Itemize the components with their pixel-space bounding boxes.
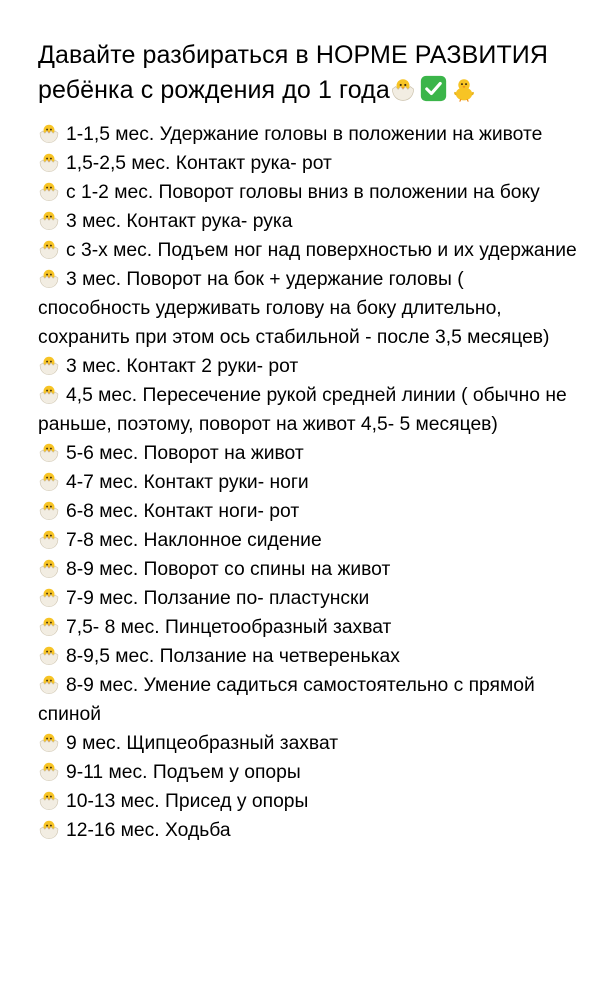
- list-item: [38, 149, 580, 178]
- milestone-text: 10-13 мес. Присед у опоры: [66, 791, 309, 812]
- milestone-text: 3 мес. Поворот на бок + удержание головы ( способность удерживать голову на боку длительно, сохранить при этом ось стабильной - после 3,5 месяцев): [38, 269, 550, 348]
- list-item: [38, 381, 580, 439]
- hatching-chick-icon: [38, 151, 60, 173]
- list-item: [38, 439, 580, 468]
- list-item: [38, 468, 580, 497]
- milestone-text: 9-11 мес. Подъем у опоры: [66, 762, 301, 783]
- hatching-chick-icon: [38, 267, 60, 289]
- title-line-2: ребёнка с рождения до 1 года: [38, 76, 390, 104]
- milestone-text: 8-9 мес. Умение садиться самостоятельно с прямой спиной: [38, 675, 535, 725]
- list-item: [38, 787, 580, 816]
- hatching-chick-icon: [38, 238, 60, 260]
- list-item: [38, 758, 580, 787]
- milestone-text: 3 мес. Контакт рука- рука: [66, 211, 293, 232]
- hatching-chick-icon: [38, 760, 60, 782]
- hatching-chick-icon: [38, 528, 60, 550]
- baby-chick-icon: [451, 76, 477, 102]
- milestone-text: 12-16 мес. Ходьба: [66, 820, 231, 841]
- hatching-chick-icon: [38, 789, 60, 811]
- hatching-chick-icon: [38, 644, 60, 666]
- hatching-chick-icon: [38, 615, 60, 637]
- hatching-chick-icon: [38, 499, 60, 521]
- list-item: [38, 120, 580, 149]
- hatching-chick-icon: [38, 441, 60, 463]
- hatching-chick-icon: [38, 122, 60, 144]
- hatching-chick-icon: [38, 818, 60, 840]
- list-item: [38, 816, 580, 845]
- milestone-text: 5-6 мес. Поворот на живот: [66, 443, 304, 464]
- milestone-list: [38, 120, 580, 845]
- milestone-text: 7,5- 8 мес. Пинцетообразный захват: [66, 617, 392, 638]
- list-item: [38, 584, 580, 613]
- list-item: [38, 671, 580, 729]
- list-item: [38, 236, 580, 265]
- hatching-chick-icon: [38, 209, 60, 231]
- list-item: [38, 642, 580, 671]
- check-mark-button-icon: [420, 75, 447, 102]
- title-line-1: Давайте разбираться в НОРМЕ РАЗВИТИЯ: [38, 41, 549, 69]
- hatching-chick-icon: [38, 383, 60, 405]
- milestone-text: 4-7 мес. Контакт руки- ноги: [66, 472, 309, 493]
- list-item: [38, 178, 580, 207]
- milestone-text: с 3-х мес. Подъем ног над поверхностью и их удержание: [66, 240, 577, 261]
- hatching-chick-icon: [38, 354, 60, 376]
- list-item: [38, 352, 580, 381]
- page-title: [38, 38, 580, 108]
- milestone-text: с 1-2 мес. Поворот головы вниз в положении на боку: [66, 182, 540, 203]
- milestone-text: 4,5 мес. Пересечение рукой средней линии ( обычно не раньше, поэтому, поворот на живот 4,5- 5 месяцев): [38, 385, 567, 435]
- milestone-text: 6-8 мес. Контакт ноги- рот: [66, 501, 300, 522]
- milestone-text: 8-9,5 мес. Ползание на четвереньках: [66, 646, 400, 667]
- list-item: [38, 265, 580, 352]
- list-item: [38, 497, 580, 526]
- hatching-chick-icon: [38, 731, 60, 753]
- milestone-text: 1,5-2,5 мес. Контакт рука- рот: [66, 153, 332, 174]
- list-item: [38, 613, 580, 642]
- hatching-chick-icon: [38, 470, 60, 492]
- hatching-chick-icon: [38, 586, 60, 608]
- hatching-chick-icon: [390, 76, 416, 102]
- list-item: [38, 526, 580, 555]
- milestone-text: 3 мес. Контакт 2 руки- рот: [66, 356, 299, 377]
- list-item: [38, 207, 580, 236]
- hatching-chick-icon: [38, 180, 60, 202]
- milestone-text: 1-1,5 мес. Удержание головы в положении на животе: [66, 124, 543, 145]
- hatching-chick-icon: [38, 557, 60, 579]
- hatching-chick-icon: [38, 673, 60, 695]
- list-item: [38, 555, 580, 584]
- list-item: [38, 729, 580, 758]
- milestone-text: 7-9 мес. Ползание по- пластунски: [66, 588, 370, 609]
- milestone-text: 9 мес. Щипцеобразный захват: [66, 733, 339, 754]
- milestone-text: 7-8 мес. Наклонное сидение: [66, 530, 322, 551]
- milestone-text: 8-9 мес. Поворот со спины на живот: [66, 559, 391, 580]
